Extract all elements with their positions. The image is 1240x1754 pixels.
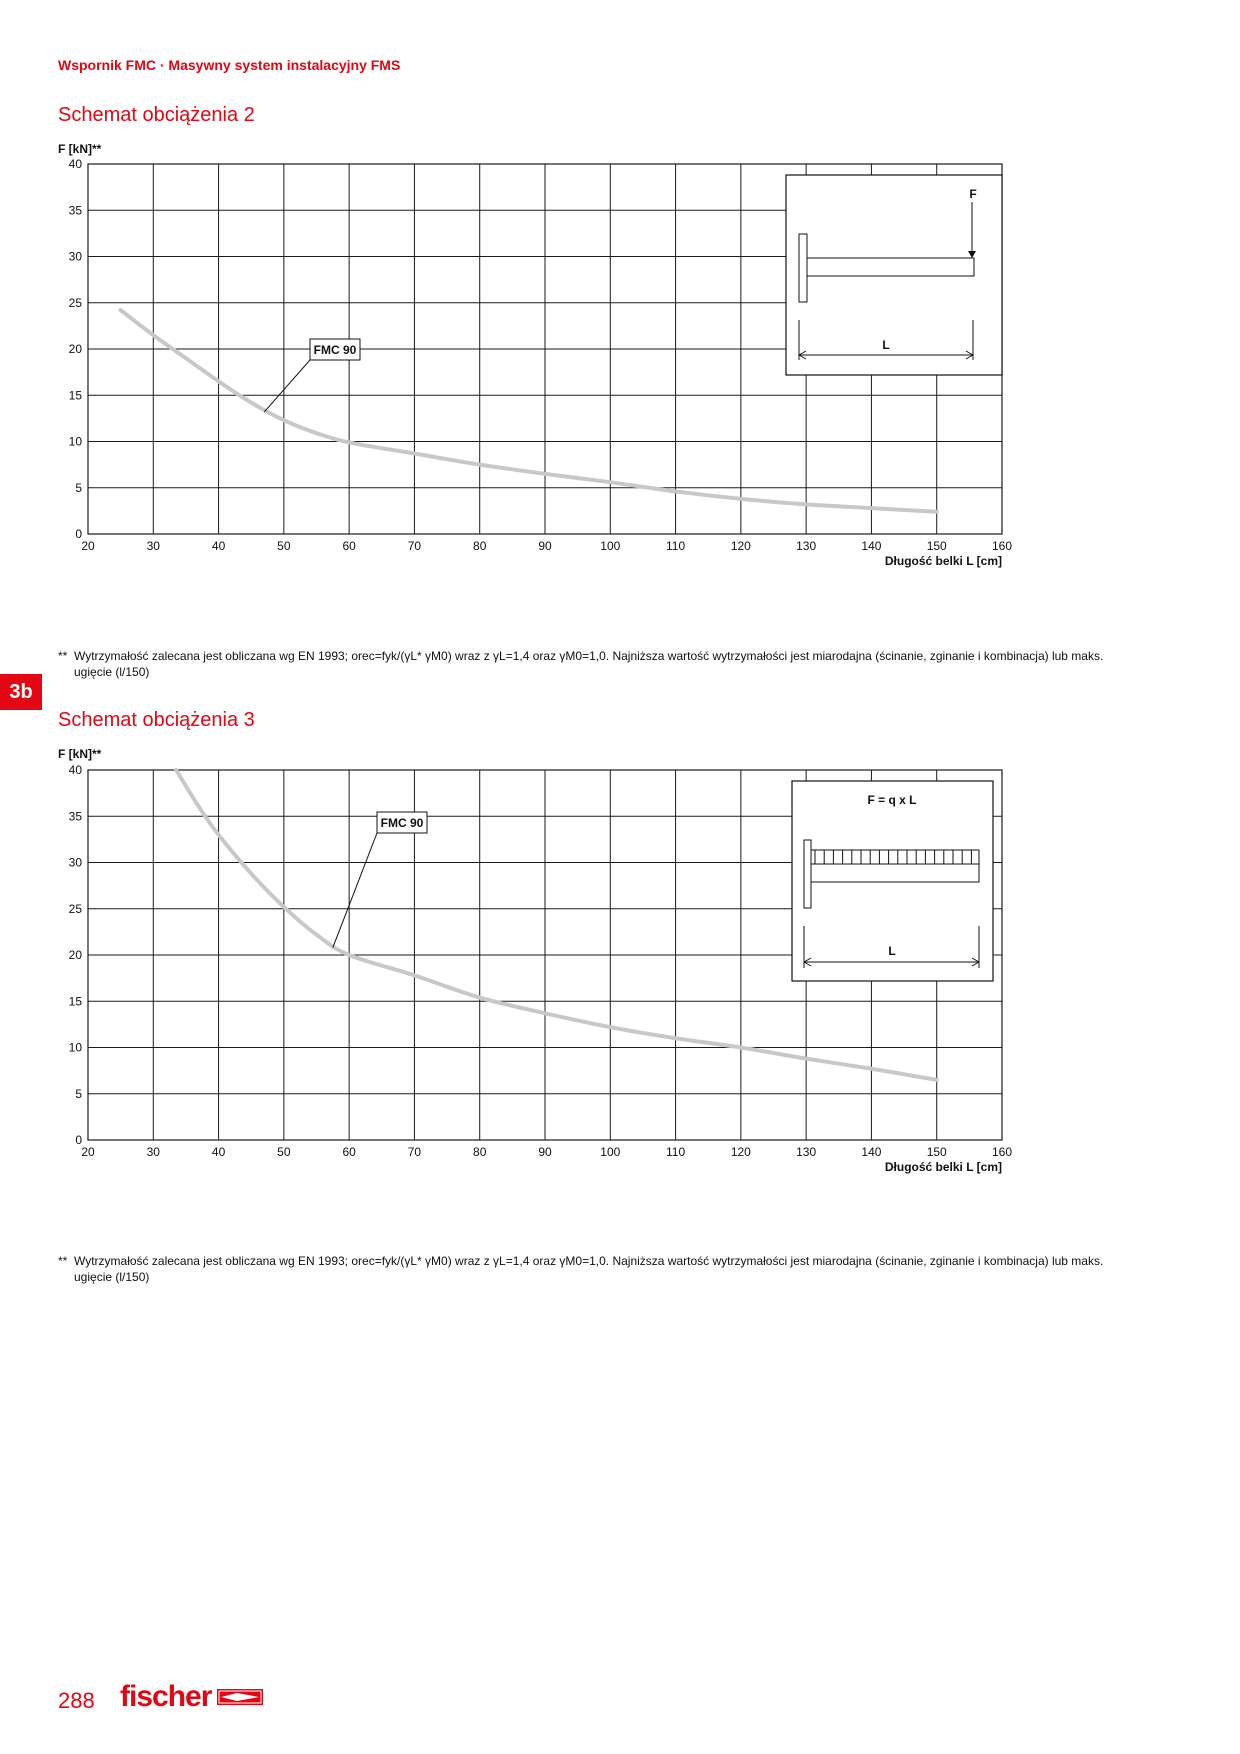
section-tab: 3b: [0, 674, 42, 710]
y-tick-label: 30: [68, 249, 82, 264]
x-tick-label: 120: [730, 539, 751, 553]
footnote-marker: **: [58, 1254, 68, 1268]
x-tick-label: 20: [81, 539, 95, 553]
x-tick-label: 140: [861, 1145, 882, 1159]
x-tick-label: 80: [473, 539, 487, 553]
y-tick-label: 20: [68, 342, 82, 356]
length-label: L: [888, 944, 896, 958]
x-tick-label: 150: [926, 539, 947, 553]
force-label: F = q x L: [867, 793, 917, 807]
footnote-scheme-2: [58, 648, 1138, 680]
y-tick-label: 35: [68, 809, 82, 824]
y-axis-label: F [kN]**: [58, 747, 102, 761]
x-tick-label: 90: [538, 1145, 552, 1159]
force-label: F: [969, 187, 977, 201]
x-tick-label: 60: [342, 539, 356, 553]
x-tick-label: 160: [991, 539, 1013, 553]
x-tick-label: 100: [600, 1145, 621, 1159]
y-tick-label: 10: [68, 1040, 82, 1055]
load-chart-scheme-2: [40, 157, 1140, 650]
y-tick-label: 15: [68, 994, 82, 1009]
x-tick-label: 20: [81, 1145, 95, 1159]
section-title-load-scheme-3: Schemat obciążenia 3: [58, 709, 255, 731]
footnote-marker: **: [58, 649, 68, 663]
callout-leader-line: [264, 360, 310, 412]
y-tick-label: 35: [68, 203, 82, 218]
x-tick-label: 30: [146, 1145, 160, 1159]
wall-plate: [804, 840, 811, 908]
y-tick-label: 25: [68, 901, 82, 916]
page-header: Wspornik FMC · Masywny system instalacyjny FMS: [58, 57, 401, 73]
x-tick-label: 100: [600, 539, 621, 553]
callout-label: FMC 90: [313, 343, 357, 357]
x-tick-label: 130: [796, 539, 817, 553]
section-title-load-scheme-2: Schemat obciążenia 2: [58, 104, 255, 126]
x-tick-label: 90: [538, 539, 552, 553]
y-tick-label: 0: [75, 1133, 82, 1147]
x-tick-label: 70: [407, 539, 422, 553]
x-axis-label: Długość belki L [cm]: [884, 554, 1002, 568]
y-tick-label: 40: [68, 157, 82, 171]
x-tick-label: 50: [277, 1145, 291, 1159]
page-number: 288: [58, 1688, 95, 1713]
y-tick-label: 30: [68, 855, 82, 870]
x-tick-label: 30: [146, 539, 160, 553]
distributed-load-block: [811, 850, 979, 864]
length-label: L: [882, 338, 890, 352]
x-tick-label: 80: [473, 1145, 487, 1159]
brand-wordmark: fischer: [120, 1680, 212, 1713]
y-tick-label: 25: [68, 295, 82, 310]
x-tick-label: 150: [926, 1145, 947, 1159]
x-tick-label: 140: [861, 539, 882, 553]
callout-leader-line: [333, 833, 377, 948]
beam: [811, 864, 979, 882]
footnote-scheme-3: [58, 1253, 1138, 1285]
y-tick-label: 5: [75, 480, 82, 495]
point-load-diagram: [786, 175, 1002, 375]
footnote-text: Wytrzymałość zalecana jest obliczana wg EN 1993; orec=fyk/(γL* γM0) wraz z γL=1,4 oraz γM0=1,0. Najniższa wartość wytrzymałości jest miarodajna (ścinanie, zginanie i kombinacja) lub maks. ugięcie (l/150): [74, 1254, 1104, 1284]
y-axis-label: F [kN]**: [58, 142, 102, 156]
wall-plate: [799, 234, 807, 302]
footnote-text: Wytrzymałość zalecana jest obliczana wg EN 1993; orec=fyk/(γL* γM0) wraz z γL=1,4 oraz γM0=1,0. Najniższa wartość wytrzymałości jest miarodajna (ścinanie, zginanie i kombinacja) lub maks. ugięcie (l/150): [74, 649, 1104, 679]
x-tick-label: 160: [991, 1145, 1013, 1159]
x-tick-label: 40: [211, 1145, 226, 1159]
y-tick-label: 40: [68, 763, 82, 777]
x-tick-label: 60: [342, 1145, 356, 1159]
x-axis-label: Długość belki L [cm]: [884, 1160, 1002, 1174]
brand-mark-icon: [217, 1687, 263, 1707]
x-tick-label: 110: [666, 539, 686, 553]
x-tick-label: 70: [407, 1145, 422, 1159]
x-tick-label: 40: [211, 539, 226, 553]
x-tick-label: 130: [796, 1145, 817, 1159]
fischer-logo: [120, 1680, 263, 1714]
callout-label: FMC 90: [380, 816, 424, 830]
y-tick-label: 0: [75, 527, 82, 541]
y-tick-label: 10: [68, 434, 82, 449]
x-tick-label: 110: [666, 1145, 686, 1159]
y-tick-label: 20: [68, 948, 82, 962]
load-chart-scheme-3: [40, 763, 1140, 1256]
x-tick-label: 120: [730, 1145, 751, 1159]
y-tick-label: 5: [75, 1086, 82, 1101]
y-tick-label: 15: [68, 388, 82, 403]
beam: [807, 258, 974, 276]
x-tick-label: 50: [277, 539, 291, 553]
distributed-load-diagram: [792, 781, 993, 981]
